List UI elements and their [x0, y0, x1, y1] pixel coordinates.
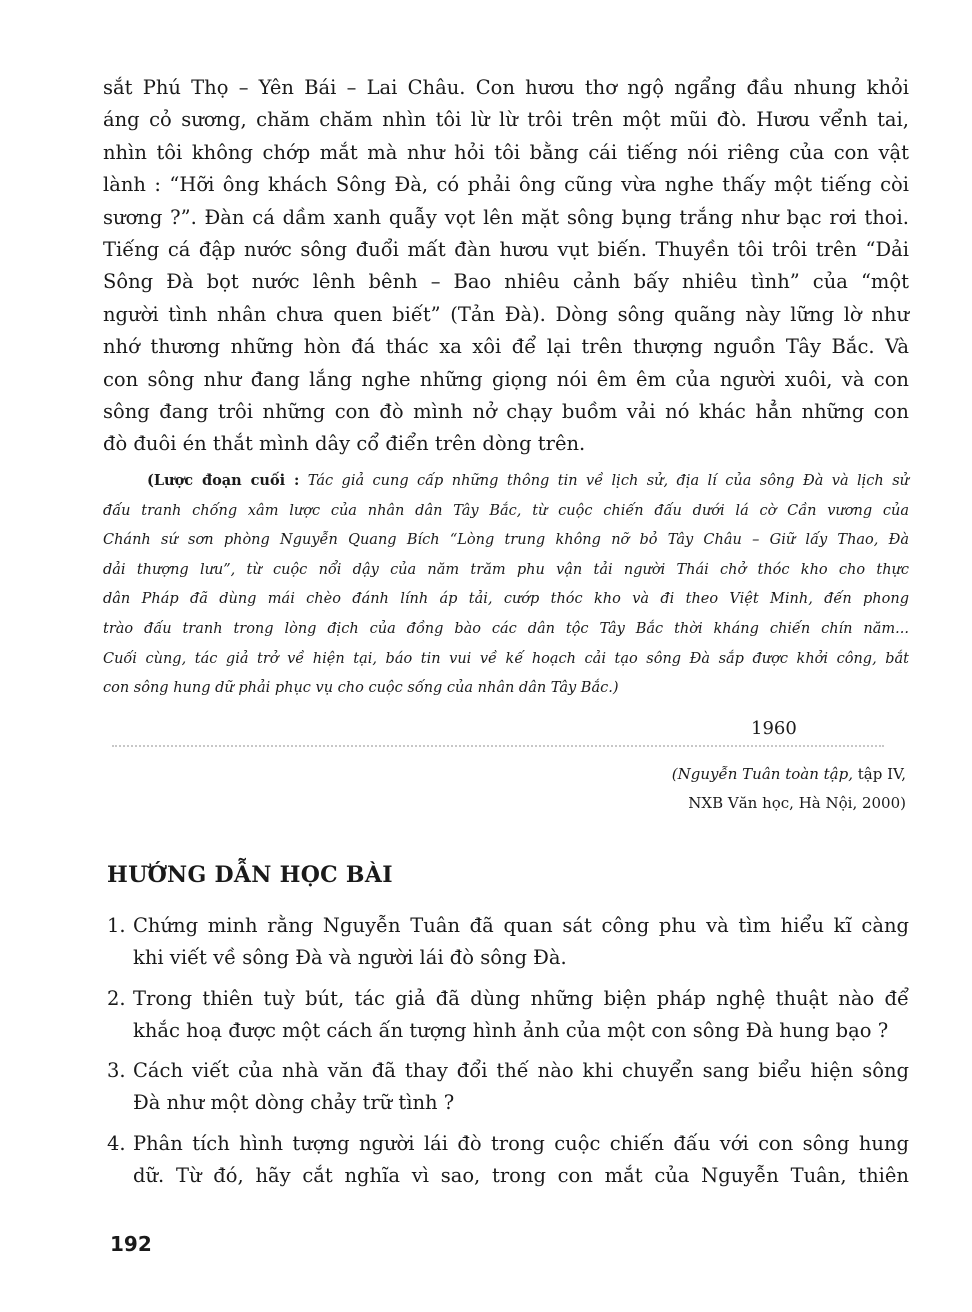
passage-line: sông đang trôi những con đò mình nở chạy buồm vải nó khác hẳn những con	[103, 400, 909, 424]
passage-line: Tiếng cá đập nước sông đuổi mất đàn hươu vụt biến. Thuyền tôi trôi trên “Dải	[103, 238, 909, 262]
passage-line: con sông như đang lắng nghe những giọng nói êm êm của người xuôi, và con	[103, 367, 909, 391]
source-publisher: NXB Văn học, Hà Nội, 2000)	[688, 794, 906, 812]
note-line	[103, 466, 909, 497]
question-item	[107, 1128, 909, 1192]
page-number: 192	[110, 1232, 152, 1256]
passage-line: người tình nhân chưa quen biết” (Tản Đà). Dòng sông quãng này lững lờ như	[103, 302, 909, 326]
question-line: Chứng minh rằng Nguyễn Tuân đã quan sát công phu và tìm hiểu kĩ càng	[133, 914, 909, 937]
question-number: 4.	[107, 1131, 126, 1155]
question-number: 1.	[107, 914, 126, 937]
source-volume: tập IV,	[852, 765, 906, 783]
note-line: Cuối cùng, tác giả trở về hiện tại, báo tin vui về kế hoạch cải tạo sông Đà sắp được khởi công, bắt	[103, 650, 909, 667]
note-line: Chánh sứ sơn phòng Nguyễn Quang Bích “Lòng trung không nỡ bỏ Tây Châu – Giữ lấy Thao, Đà	[103, 532, 909, 549]
passage-line: nhìn tôi không chớp mắt mà như hỏi tôi bằng cái tiếng nói riêng của con vật	[103, 140, 909, 164]
note-lead: (Lược đoạn cuối :	[147, 472, 300, 489]
source-citation	[672, 760, 906, 818]
question-item	[107, 910, 909, 974]
dotted-divider	[112, 745, 884, 751]
composition-year: 1960	[751, 718, 797, 739]
note-line: dân Pháp đã dùng mái chèo đánh lính áp tải, cướp thóc kho và đi theo Việt Minh, đến phong	[103, 591, 909, 608]
passage-line: áng cỏ sương, chăm chăm nhìn tôi lừ lừ trôi trên một mũi đò. Hươu vểnh tai,	[103, 108, 909, 132]
note-line: trào đấu tranh trong lòng địch của đồng bào các dân tộc Tây Bắc thời kháng chiến chín năm...	[103, 620, 909, 637]
question-list	[107, 910, 909, 1200]
question-line: Cách viết của nhà văn đã thay đổi thế nào khi chuyển sang biểu hiện sông	[133, 1059, 909, 1082]
source-title: (Nguyễn Tuân toàn tập,	[671, 765, 853, 783]
note-first-line-text: Tác giả cung cấp những thông tin về lịch sử, địa lí của sông Đà và lịch sử	[299, 473, 909, 489]
question-item	[107, 1055, 909, 1119]
question-line: Trong thiên tuỳ bút, tác giả đã dùng những biện pháp nghệ thuật nào để	[133, 986, 909, 1010]
passage-line: nhớ thương những hòn đá thác xa xôi để lại trên thượng nguồn Tây Bắc. Và	[103, 335, 909, 359]
question-line: dữ. Từ đó, hãy cắt nghĩa vì sao, trong con mắt của Nguyễn Tuân, thiên	[133, 1163, 909, 1187]
question-item	[107, 983, 909, 1047]
passage-line: Sông Đà bọt nước lênh bênh – Bao nhiêu cảnh bấy nhiêu tình” của “một	[103, 270, 909, 294]
passage-line: sương ?”. Đàn cá dầm xanh quẫy vọt lên mặt sông bụng trắng như bạc rơi thoi.	[103, 205, 909, 229]
question-line: Phân tích hình tượng người lái đò trong cuộc chiến đấu với con sông hung	[133, 1131, 909, 1155]
source-line	[672, 760, 906, 789]
note-line: con sông hung dữ phải phục vụ cho cuộc sống của nhân dân Tây Bắc.)	[103, 680, 619, 697]
note-line: dải thượng lưu”, từ cuộc nổi dậy của năm trăm phu vận tải người Thái chở thóc kho cho thực	[103, 561, 909, 578]
note-line: đấu tranh chống xâm lược của nhân dân Tây Bắc, từ cuộc chiến đấu dưới lá cờ Cần vương của	[103, 502, 909, 519]
omitted-section-note	[103, 466, 909, 704]
question-number: 3.	[107, 1059, 126, 1082]
question-line: khắc hoạ được một cách ấn tượng hình ảnh của một con sông Đà hung bạo ?	[133, 1018, 889, 1042]
passage-line: sắt Phú Thọ – Yên Bái – Lai Châu. Con hươu thơ ngộ ngẩng đầu nhung khỏi	[103, 76, 909, 99]
section-heading: HƯỚNG DẪN HỌC BÀI	[107, 862, 393, 888]
question-number: 2.	[107, 986, 126, 1010]
passage-line: đò đuôi én thắt mình dây cổ điển trên dòng trên.	[103, 432, 586, 456]
passage-line: lành : “Hỡi ông khách Sông Đà, có phải ông cũng vừa nghe thấy một tiếng còi	[103, 173, 909, 197]
passage-text	[103, 72, 909, 461]
question-line: Đà như một dòng chảy trữ tình ?	[133, 1091, 455, 1114]
question-line: khi viết về sông Đà và người lái đò sông Đà.	[133, 946, 567, 969]
